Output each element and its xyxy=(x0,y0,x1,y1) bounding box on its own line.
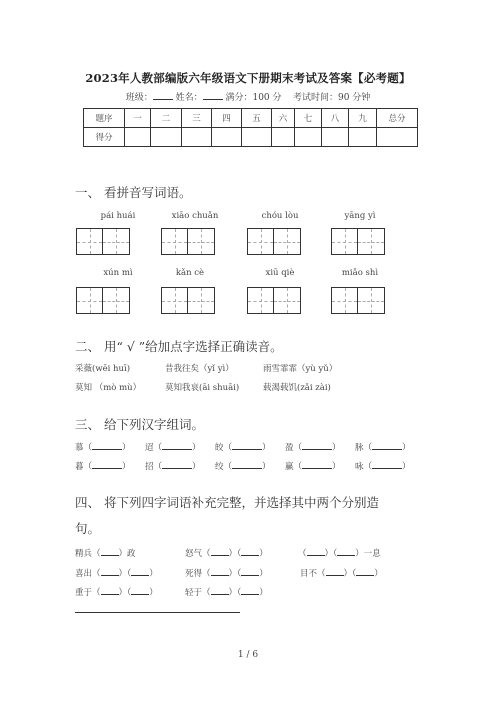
header-cell: 八 xyxy=(322,109,349,128)
answer-blank[interactable] xyxy=(162,460,192,469)
reading-option[interactable]: 莫知 （mò mù） xyxy=(75,383,142,393)
answer-blank[interactable] xyxy=(211,547,229,556)
section-4-heading: 四、 将下列四字词语补充完整，并选择其中两个分别造 xyxy=(75,495,379,510)
bracket: ） xyxy=(332,443,341,453)
idiom-row xyxy=(185,586,268,598)
idiom-text: ） xyxy=(259,569,268,579)
header-cell: 九 xyxy=(349,109,377,128)
pinyin: kǎn cè xyxy=(175,268,205,278)
bracket: ） xyxy=(122,462,131,472)
pinyin: chóu lòu xyxy=(261,211,299,221)
answer-blank[interactable] xyxy=(337,547,355,556)
idiom-text: ）（ xyxy=(343,569,357,579)
idiom-text: ）一息 xyxy=(355,549,381,559)
char-prompt: 暮（ xyxy=(75,462,93,472)
section-1-heading: 一、 看拼音写词语。 xyxy=(75,185,192,200)
idiom-text: 精兵（ xyxy=(75,549,101,559)
char-box[interactable] xyxy=(247,228,301,255)
bracket: ） xyxy=(402,462,411,472)
idiom-text: ）（ xyxy=(118,569,132,579)
answer-blank[interactable] xyxy=(101,567,119,576)
section-2-heading: 二、 用“ √ ”给加点字选择正确读音。 xyxy=(75,339,283,354)
answer-blank[interactable] xyxy=(241,567,259,576)
answer-blank[interactable] xyxy=(356,567,374,576)
char-prompt: 盈（ xyxy=(285,443,303,453)
pinyin: xiāo chuǎn xyxy=(171,211,219,221)
score-table xyxy=(83,108,418,147)
time-label: 考试时间：90 分钟 xyxy=(292,93,371,103)
char-prompt: 迢（ xyxy=(145,443,163,453)
word-item xyxy=(355,460,411,472)
char-prompt: 赢（ xyxy=(285,462,303,472)
char-box[interactable] xyxy=(331,287,385,314)
header-cell: 一 xyxy=(125,109,151,128)
header-cell: 七 xyxy=(295,109,322,128)
word-item xyxy=(215,441,271,453)
char-box[interactable] xyxy=(161,228,215,255)
word-item xyxy=(285,460,341,472)
score-table-row xyxy=(84,128,418,147)
char-prompt: 咏（ xyxy=(355,462,373,472)
answer-blank[interactable] xyxy=(372,441,402,450)
char-box[interactable] xyxy=(331,228,385,255)
idiom-text: 死得（ xyxy=(185,569,211,579)
idiom-text: 喜出（ xyxy=(75,569,101,579)
word-item xyxy=(145,460,201,472)
answer-blank[interactable] xyxy=(211,567,229,576)
answer-blank[interactable] xyxy=(241,547,259,556)
bracket: ） xyxy=(332,462,341,472)
score-cell[interactable] xyxy=(295,128,322,147)
score-table-header xyxy=(84,109,418,128)
bracket: ） xyxy=(122,443,131,453)
answer-blank[interactable] xyxy=(92,441,122,450)
header-cell: 五 xyxy=(242,109,272,128)
word-item xyxy=(75,460,131,472)
idiom-text: ） xyxy=(149,588,158,598)
score-cell[interactable] xyxy=(212,128,242,147)
name-label: 姓名： xyxy=(175,93,203,103)
char-box[interactable] xyxy=(161,287,215,314)
word-item xyxy=(355,441,411,453)
answer-blank[interactable] xyxy=(232,441,262,450)
answer-blank[interactable] xyxy=(372,460,402,469)
sentence-answer-line[interactable] xyxy=(75,612,240,613)
idiom-text: 目不（ xyxy=(300,569,326,579)
pinyin: yāng yì xyxy=(344,211,376,221)
answer-blank[interactable] xyxy=(162,441,192,450)
section-4-heading-cont: 句。 xyxy=(75,521,101,536)
reading-option[interactable]: 载渴载饥(zǎi zài) xyxy=(263,383,331,393)
idiom-row xyxy=(75,567,158,579)
idiom-text: 怒气（ xyxy=(185,549,211,559)
answer-blank[interactable] xyxy=(211,586,229,595)
score-label: 满分：100 分 xyxy=(225,93,282,103)
idiom-text: ）（ xyxy=(228,588,242,598)
char-prompt: 皎（ xyxy=(215,443,233,453)
score-cell[interactable] xyxy=(242,128,272,147)
idiom-text: 轻于（ xyxy=(185,588,211,598)
char-prompt: 招（ xyxy=(145,462,163,472)
header-cell: 四 xyxy=(212,109,242,128)
pinyin: xún mì xyxy=(103,268,133,278)
name-blank[interactable] xyxy=(203,91,223,100)
answer-blank[interactable] xyxy=(326,567,344,576)
bracket: ） xyxy=(192,443,201,453)
idiom-row xyxy=(75,547,136,559)
word-item xyxy=(215,460,271,472)
answer-blank[interactable] xyxy=(101,547,119,556)
answer-blank[interactable] xyxy=(131,586,149,595)
idiom-text: ）（ xyxy=(228,569,242,579)
row-label: 得分 xyxy=(84,128,125,147)
answer-blank[interactable] xyxy=(302,460,332,469)
score-cell[interactable] xyxy=(151,128,182,147)
answer-blank[interactable] xyxy=(241,586,259,595)
score-cell[interactable] xyxy=(377,128,418,147)
idiom-text: ） xyxy=(259,549,268,559)
reading-option[interactable]: 昔我往矣（yǐ yì） xyxy=(165,364,234,374)
pinyin: miǎo shì xyxy=(341,268,379,278)
pinyin: xiū qiè xyxy=(265,268,295,278)
header-cell: 题序 xyxy=(84,109,125,128)
char-box[interactable] xyxy=(247,287,301,314)
bracket: ） xyxy=(192,462,201,472)
section-3-heading: 三、 给下列汉字组词。 xyxy=(75,417,204,432)
idiom-text: ）（ xyxy=(324,549,338,559)
answer-blank[interactable] xyxy=(101,586,119,595)
answer-blank[interactable] xyxy=(302,441,332,450)
idiom-text: 重于（ xyxy=(75,588,101,598)
reading-option[interactable]: 采薇(wēi huī) xyxy=(75,364,131,374)
header-cell: 六 xyxy=(272,109,295,128)
reading-option[interactable]: 莫知我哀(āi shuāi) xyxy=(165,383,240,393)
page-number: 1 / 6 xyxy=(237,650,259,660)
reading-option[interactable]: 雨雪霏霏（yù yǔ） xyxy=(263,364,338,374)
page-title: 2023年人教部编版六年级语文下册期末考试及答案【必考题】 xyxy=(85,71,411,85)
idiom-row xyxy=(185,567,268,579)
bracket: ） xyxy=(262,462,271,472)
char-box[interactable] xyxy=(76,228,130,255)
header-cell: 总分 xyxy=(377,109,418,128)
idiom-row xyxy=(298,547,381,559)
score-cell[interactable] xyxy=(272,128,295,147)
char-prompt: 慕（ xyxy=(75,443,93,453)
score-cell[interactable] xyxy=(349,128,377,147)
score-cell[interactable] xyxy=(125,128,151,147)
score-cell[interactable] xyxy=(182,128,212,147)
exam-info xyxy=(0,90,496,103)
header-cell: 三 xyxy=(182,109,212,128)
word-item xyxy=(145,441,201,453)
idiom-text: ） xyxy=(259,588,268,598)
bracket: ） xyxy=(402,443,411,453)
answer-blank[interactable] xyxy=(131,567,149,576)
char-prompt: 脉（ xyxy=(355,443,373,453)
class-label: 班级： xyxy=(125,93,153,103)
score-cell[interactable] xyxy=(322,128,349,147)
idiom-row xyxy=(300,567,383,579)
idiom-text: ） xyxy=(149,569,158,579)
idiom-text: ）（ xyxy=(228,549,242,559)
answer-blank[interactable] xyxy=(92,460,122,469)
char-prompt: 绞（ xyxy=(215,462,233,472)
header-cell: 二 xyxy=(151,109,182,128)
idiom-text: ）（ xyxy=(118,588,132,598)
class-blank[interactable] xyxy=(153,91,173,100)
idiom-row xyxy=(75,586,158,598)
bracket: ） xyxy=(262,443,271,453)
idiom-text: ）政 xyxy=(118,549,136,559)
idiom-text: ） xyxy=(374,569,383,579)
pinyin: pái huái xyxy=(100,211,136,221)
idiom-row xyxy=(185,547,268,559)
word-item xyxy=(285,441,341,453)
answer-blank[interactable] xyxy=(307,547,325,556)
answer-blank[interactable] xyxy=(232,460,262,469)
idiom-text: （ xyxy=(298,549,307,559)
char-box[interactable] xyxy=(76,287,130,314)
word-item xyxy=(75,441,131,453)
